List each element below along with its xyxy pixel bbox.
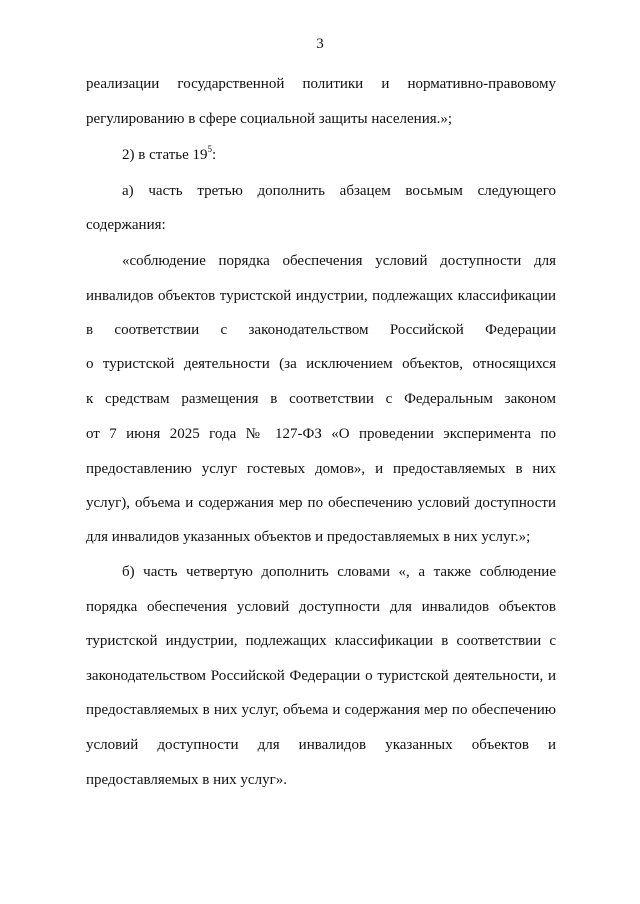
text-line-4: а) часть третью дополнить абзацем восьмым следующего [122,183,556,199]
article-ref-text: 2) в статье 19 [122,147,208,163]
text-line-13: услуг), объема и содержания мер по обеспечению условий доступности [86,495,556,511]
text-line-17: туристской индустрии, подлежащих классификации в соответствии с [86,633,556,649]
text-line-12: предоставлению услуг гостевых домов», и предоставляемых в них [86,461,556,477]
text-line-1: реализации государственной политики и нормативно-правовому [86,76,556,92]
article-ref-colon: : [212,147,217,163]
text-line-21: предоставляемых в них услуг». [86,772,287,788]
text-line-6: «соблюдение порядка обеспечения условий доступности для [122,253,556,269]
text-line-19: предоставляемых в них услуг, объема и содержания мер по обеспечению [86,702,556,718]
text-line-8: в соответствии с законодательством Российской Федерации [86,322,556,338]
text-line-5: содержания: [86,217,166,233]
text-line-9: о туристской деятельности (за исключением объектов, относящихся [86,356,556,372]
text-line-7: инвалидов объектов туристской индустрии, подлежащих классификации [86,288,556,304]
text-line-15: б) часть четвертую дополнить словами «, а также соблюдение [122,564,556,580]
text-line-16: порядка обеспечения условий доступности для инвалидов объектов [86,599,556,615]
text-line-10: к средствам размещения в соответствии с Федеральным законом [86,391,556,407]
text-line-20: условий доступности для инвалидов указанных объектов и [86,737,556,753]
text-line-18: законодательством Российской Федерации о туристской деятельности, и [86,668,556,684]
article-ref-superscript: 5 [207,144,213,154]
text-line-3 [122,145,556,165]
text-line-2: регулированию в сфере социальной защиты населения.»; [86,111,453,127]
text-line-11: от 7 июня 2025 года № 127-ФЗ «О проведении эксперимента по [86,426,556,442]
text-line-14: для инвалидов указанных объектов и предоставляемых в них услуг.»; [86,529,531,545]
page-number: 3 [316,36,324,52]
